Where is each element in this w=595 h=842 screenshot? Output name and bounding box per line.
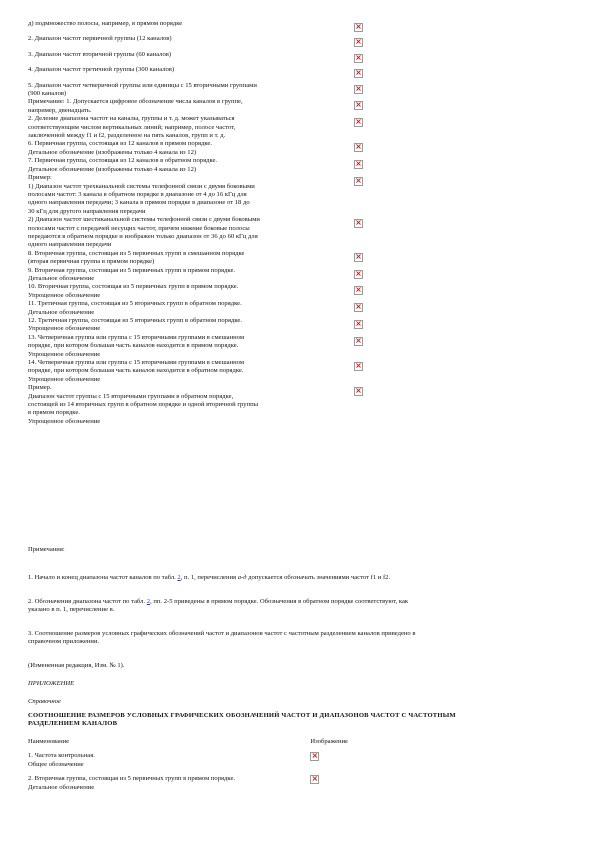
broken-image-icon[interactable]: [354, 303, 363, 312]
row-description: 11. Третичная группа, состоящая из 5 вторичных групп в обратном порядке. Детальное обозначение: [28, 300, 242, 316]
note-1: [28, 574, 568, 582]
table-row: [28, 66, 368, 81]
row-description: 9. Вторичная группа, состоящая из 5 первичных групп в прямом порядке. Детальное обозначение: [28, 266, 236, 282]
appendix-label: ПРИЛОЖЕНИЕ: [28, 680, 75, 687]
note-2-text: 2. Обозначения диапазона частот по табл.: [28, 598, 147, 605]
notes-title: Примечания:: [28, 546, 65, 553]
row-description: Пример. Диапазон частот группы с 15 вторичными группами в обратном порядке, состоящей из 14 вторичных групп в обратном порядке и одной вторичной группы в прямом порядке. Упрощенное обозначение: [28, 384, 259, 425]
row-description: 13. Четверичная группа или группа с 15 вторичными группами в смешанном порядке, при котором большая часть каналов находится в прямом порядке. Упрощенное обозначение: [28, 333, 244, 358]
revision-note: (Измененная редакция, Изм. № 1).: [28, 662, 125, 669]
table-row: [28, 300, 368, 317]
note-1-text-mid: , п. 1, перечисления: [180, 574, 238, 581]
table-row: [28, 359, 368, 384]
row-description: Пример: 1) Диапазон частот трехканальной системы телефонной связи с двумя боковыми полосами частот: 3 канала в обратном порядке в диапазоне от 4 до 16 кГц для одного направления передачи; 3 канала в прямом порядке в диапазоне от 18 до 30 кГц для другого направления передачи: [28, 174, 255, 215]
table-2-link[interactable]: 2: [146, 598, 151, 605]
row-description: 4. Диапазон частот третичной группы (300 каналов): [28, 66, 175, 74]
table-row: [28, 216, 368, 250]
broken-image-icon[interactable]: [354, 362, 363, 371]
row-description: 8. Вторичная группа, состоящая из 5 первичных групп в смешанном порядке (вторая первичная группа в прямом порядке): [28, 249, 245, 266]
row-description: 10. Вторичная группа, состоящая из 5 первичных групп в прямом порядке. Упрощенное обозначение: [28, 283, 239, 299]
broken-image-icon[interactable]: [354, 69, 363, 78]
table-row: [28, 775, 348, 798]
row-description: 2. Диапазон частот первичной группы (12 каналов): [28, 35, 172, 43]
table-row: [28, 20, 368, 35]
broken-image-icon[interactable]: [354, 270, 363, 279]
table-row: [28, 115, 368, 140]
broken-image-icon[interactable]: [310, 752, 319, 761]
row-description: Примечание: 1. Допускается цифровое обозначение числа каналов в группе, например, двенадцать.: [28, 98, 243, 114]
reference-label: Справочное: [28, 698, 61, 705]
broken-image-icon[interactable]: [354, 387, 363, 396]
broken-image-icon[interactable]: [354, 177, 363, 186]
broken-image-icon[interactable]: [354, 38, 363, 47]
broken-image-icon[interactable]: [354, 253, 363, 262]
table-row: [28, 317, 368, 334]
note-1-text: 1. Начало и конец диапазона частот каналов по табл.: [28, 574, 178, 581]
table-row: [28, 267, 368, 284]
table-row: [28, 250, 368, 267]
note-1-text-end: допускается обозначать значениями частот f1 и f2.: [246, 574, 391, 581]
broken-image-icon[interactable]: [354, 54, 363, 63]
row-description: 6. Первичная группа, состоящая из 12 каналов в прямом порядке. Детальное обозначение (изображены только 4 канала из 12): [28, 140, 212, 156]
table-row: [28, 82, 368, 99]
table-row: [28, 157, 368, 174]
broken-image-icon[interactable]: [354, 118, 363, 127]
table-row: [28, 35, 368, 50]
column-header-name: Наименование: [28, 738, 70, 745]
table-row: [28, 283, 368, 300]
table-row: [28, 51, 368, 66]
broken-image-icon[interactable]: [354, 337, 363, 346]
column-header-image: Изображение: [310, 738, 348, 745]
note-1-enum: а-д: [237, 574, 247, 581]
broken-image-icon[interactable]: [310, 775, 319, 784]
broken-image-icon[interactable]: [354, 286, 363, 295]
broken-image-icon[interactable]: [354, 219, 363, 228]
symbols-table: [28, 20, 368, 426]
row-description: 5. Диапазон частот четверичной группы или единицы с 15 вторичными группами (900 каналов): [28, 81, 257, 98]
appendix-heading: СООТНОШЕНИЕ РАЗМЕРОВ УСЛОВНЫХ ГРАФИЧЕСКИХ ОБОЗНАЧЕНИЙ ЧАСТОТ И ДИАПАЗОНОВ ЧАСТОТ С ЧАСТОТНЫМ РАЗДЕЛЕНИЕМ КАНАЛОВ: [28, 712, 456, 728]
table-row: [28, 384, 368, 426]
note-2-text-end: , пп. 2-5 приведены в прямом порядке. Обозначения в обратном порядке соответствуют, как указано в п. 1, перечисление в.: [28, 598, 409, 614]
broken-image-icon[interactable]: [354, 320, 363, 329]
table-row: [28, 334, 368, 359]
note-3: 3. Соотношение размеров условных графических обозначений частот и диапазонов частот с частотным разделением каналов приведено в справочном приложении.: [28, 630, 416, 646]
table-row: [28, 752, 348, 775]
table-row: [28, 98, 368, 115]
broken-image-icon[interactable]: [354, 160, 363, 169]
table-row: [28, 174, 368, 216]
row-description: 2) Диапазон частот шестиканальной системы телефонной связи с двумя боковыми полосами частот с передачей несущих частот, причем нижние боковые полосы передаются в обратном порядке и изображен только диапазон от 36 до 60 кГц для одного направления передачи: [28, 216, 260, 249]
broken-image-icon[interactable]: [354, 23, 363, 32]
table-row: [28, 140, 368, 157]
broken-image-icon[interactable]: [354, 101, 363, 110]
row-description: 2. Вторичная группа, состоящая из 5 первичных групп в прямом порядке. Детальное обозначение: [28, 775, 236, 791]
row-description: 14. Четверичная группа или группа с 15 вторичными группами в смешанном порядке, при котором большая часть каналов находится в обратном порядке. Упрощенное обозначение: [28, 359, 244, 383]
row-description: 2. Деление диапазона частот на каналы, группы и т. д. может указываться соответствующим числом вертикальных линий; например, полосе частот, заключенной между f1 и f2, разделенное на пять каналов, групп и т. д.: [28, 115, 236, 140]
broken-image-icon[interactable]: [354, 143, 363, 152]
broken-image-icon[interactable]: [354, 85, 363, 94]
table-2-link[interactable]: 2: [177, 574, 181, 581]
appendix-table: [28, 738, 348, 798]
row-description: 1. Частота контрольная. Общее обозначение: [28, 752, 95, 768]
row-description: 3. Диапазон частот вторичной группы (60 каналов): [28, 50, 172, 58]
row-description: д) подмножество полосы, например, в прямом порядке: [28, 20, 183, 27]
row-description: 12. Третичная группа, состоящая из 5 вторичных групп в обратном порядке. Упрощенное обозначение: [28, 317, 242, 333]
table-header-row: [28, 738, 348, 752]
row-description: 7. Первичная группа, состоящая из 12 каналов в обратном порядке. Детальное обозначение (изображены только 4 канала из 12): [28, 157, 218, 173]
note-2: [28, 598, 568, 615]
